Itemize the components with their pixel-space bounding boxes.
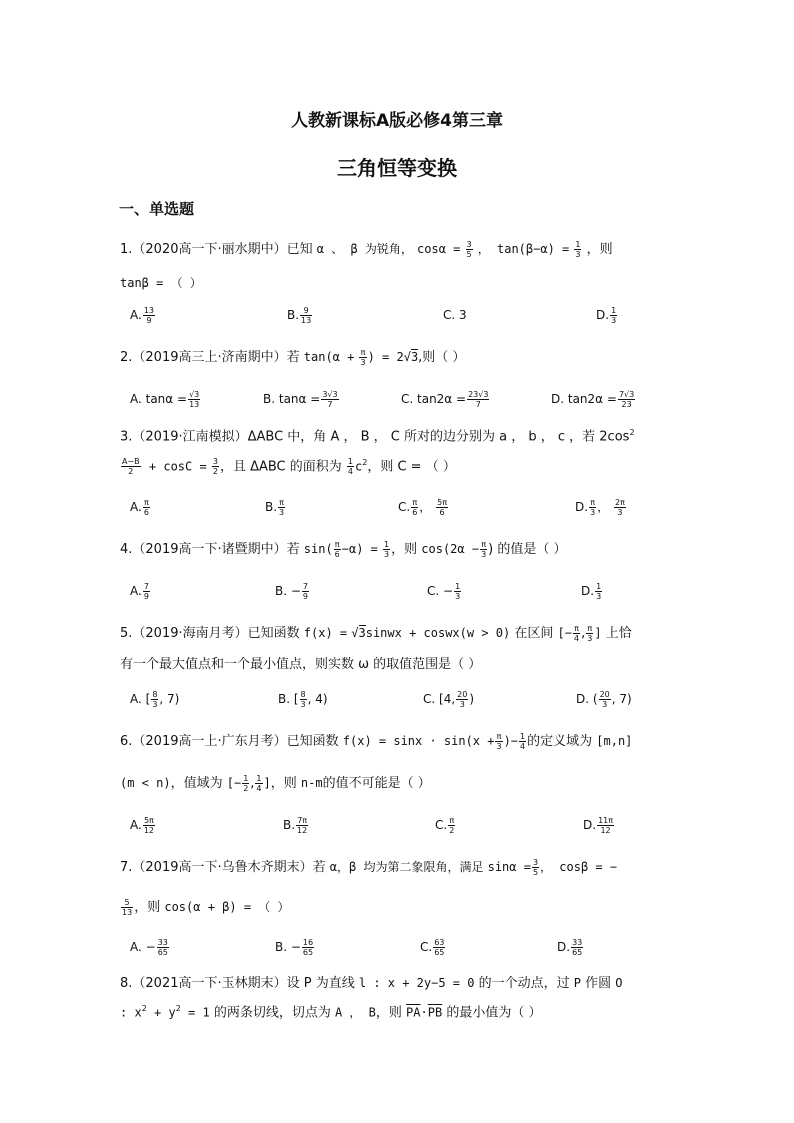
- option-b[interactable]: B. $\frac{\pi}{3}$: [265, 498, 285, 517]
- question-8-stem: 8.（2021高一下·玉林期末）设 P 为直线 l : x + 2y−5 = 0 的一个动点，过 P 作圆 O: [120, 976, 623, 991]
- option-d[interactable]: D. $\frac{11\pi}{12}$: [583, 816, 614, 835]
- document-subtitle: 三角恒等变换: [337, 156, 457, 180]
- option-b[interactable]: B. $\frac{9}{13}$: [287, 306, 312, 325]
- question-7-stem: 7.（2019高一下·乌鲁木齐期末）若 α，β 均为第二象限角，满足 sinα = $\frac{3}{5}$ ， cosβ = −: [120, 858, 618, 877]
- option-a[interactable]: A. tanα = $\frac{√3}{13}$: [130, 390, 200, 409]
- section-heading: 一、单选题: [119, 200, 195, 218]
- option-a[interactable]: A. $\frac{5\pi}{12}$: [130, 816, 154, 835]
- question-6-options: [130, 814, 690, 840]
- question-7-options: [130, 936, 690, 962]
- question-3-stem-cont: $\frac{A-B}{2}$ + cosC = $\frac{3}{2}$ ，且 ΔABC 的面积为 $\frac{1}{4}$ $c^2$，则 C = （ ）: [122, 457, 456, 477]
- fraction: $\frac{1}{3}$: [575, 240, 581, 259]
- option-c[interactable]: C. $\frac{\pi}{2}$: [435, 816, 455, 835]
- option-a[interactable]: A. $\frac{7}{9}$: [130, 582, 149, 601]
- option-c[interactable]: C. [4, $\frac{20}{3}$ ): [423, 690, 475, 709]
- option-c[interactable]: C. $\frac{\pi}{6}$ ， $\frac{5\pi}{6}$: [398, 498, 448, 517]
- question-7-stem-cont: $\frac{5}{13}$ ，则 cos(α + β) = （ ）: [122, 898, 290, 917]
- question-3-stem: 3.（2019·江南模拟）ΔABC 中，角 A ， B ， C 所对的边分别为 a ， b ， c ，若 $2\cos^2$: [120, 428, 635, 445]
- option-d[interactable]: D. ( $\frac{20}{3}$ , 7): [576, 690, 632, 709]
- fraction: $\frac{3}{2}$: [212, 457, 218, 477]
- question-6-stem: 6.（2019高一上·广东月考）已知函数 f(x) = sinx · sin(x + $\frac{\pi}{3}$ )− $\frac{1}{4}$ 的定义域为 [m,n]: [120, 732, 633, 751]
- option-c[interactable]: C. 3: [443, 308, 467, 322]
- question-4-stem: 4.（2019高一下·诸暨期中）若 sin( $\frac{\pi}{6}$ −α) = $\frac{1}{3}$ ，则 cos(2α − $\frac{\pi}{3}$ ) 的值是（ ）: [120, 540, 567, 559]
- option-a[interactable]: A. $\frac{\pi}{6}$: [130, 498, 149, 517]
- option-a[interactable]: A. − $\frac{33}{65}$: [130, 938, 168, 957]
- document-title: 人教新课标A版必修4第三章: [291, 111, 503, 131]
- option-b[interactable]: B. $\frac{7\pi}{12}$: [283, 816, 308, 835]
- fraction: $\frac{A-B}{2}$: [122, 457, 140, 477]
- question-5-stem-cont: 有一个最大值点和一个最小值点，则实数 ω 的取值范围是（ ）: [120, 657, 482, 672]
- option-d[interactable]: D. $\frac{33}{65}$: [557, 938, 583, 957]
- question-1-options: [130, 304, 690, 330]
- question-6-stem-cont: (m < n)，值域为 [− $\frac{1}{2}$ , $\frac{1}{4}$ ]，则 n-m的值不可能是（ ）: [120, 774, 431, 793]
- fraction: $\frac{\pi}{3}$: [360, 348, 366, 367]
- fraction: $\frac{3}{5}$: [466, 240, 472, 259]
- option-a[interactable]: A. $\frac{13}{9}$: [130, 306, 154, 325]
- question-2-options: [130, 388, 690, 414]
- option-c[interactable]: C. $\frac{63}{65}$: [420, 938, 445, 957]
- question-1-stem: 1.（2020高一下·丽水期中）已知 α 、 β 为锐角， cosα = $\frac{3}{5}$ ， tan(β−α) = $\frac{1}{3}$ ，则: [120, 240, 613, 259]
- option-c[interactable]: C. − $\frac{1}{3}$: [427, 582, 461, 601]
- question-3-options: [130, 496, 690, 522]
- option-c[interactable]: C. tan2α = $\frac{23√3}{7}$: [401, 390, 489, 409]
- option-b[interactable]: B. tanα = $\frac{3√3}{7}$: [263, 390, 338, 409]
- question-8-stem-cont: : $x^2 + y^2 = 1$ 的两条切线，切点为 A ， B，则 $\overline{PA}\cdot\overline{PB}$ 的最小值为（ ）: [120, 1004, 542, 1021]
- option-d[interactable]: D. $\frac{1}{3}$: [581, 582, 602, 601]
- question-5-stem: 5.（2019·海南月考）已知函数 f(x) = √3sinwx + coswx(w > 0) 在区间 [− $\frac{\pi}{4}$ , $\frac{\pi}{3}$ ] 上恰: [120, 624, 632, 643]
- option-d[interactable]: D. tan2α = $\frac{7√3}{23}$: [551, 390, 635, 409]
- fraction: $\frac{1}{4}$: [347, 457, 353, 477]
- question-4-options: [130, 580, 690, 606]
- option-a[interactable]: A. [ $\frac{8}{3}$ , 7): [130, 690, 180, 709]
- question-1-stem-cont: tanβ = （ ）: [120, 276, 202, 290]
- option-b[interactable]: B. − $\frac{16}{65}$: [275, 938, 314, 957]
- option-d[interactable]: D. $\frac{\pi}{3}$ ， $\frac{2\pi}{3}$: [575, 498, 625, 517]
- option-b[interactable]: B. [ $\frac{8}{3}$ , 4): [278, 690, 328, 709]
- question-2-stem: 2.（2019高三上·济南期中）若 tan(α + $\frac{\pi}{3}$ ) = 2√3,则（ ）: [120, 348, 466, 367]
- option-b[interactable]: B. − $\frac{7}{9}$: [275, 582, 309, 601]
- option-d[interactable]: D. $\frac{1}{3}$: [596, 306, 617, 325]
- question-5-options: [130, 688, 690, 714]
